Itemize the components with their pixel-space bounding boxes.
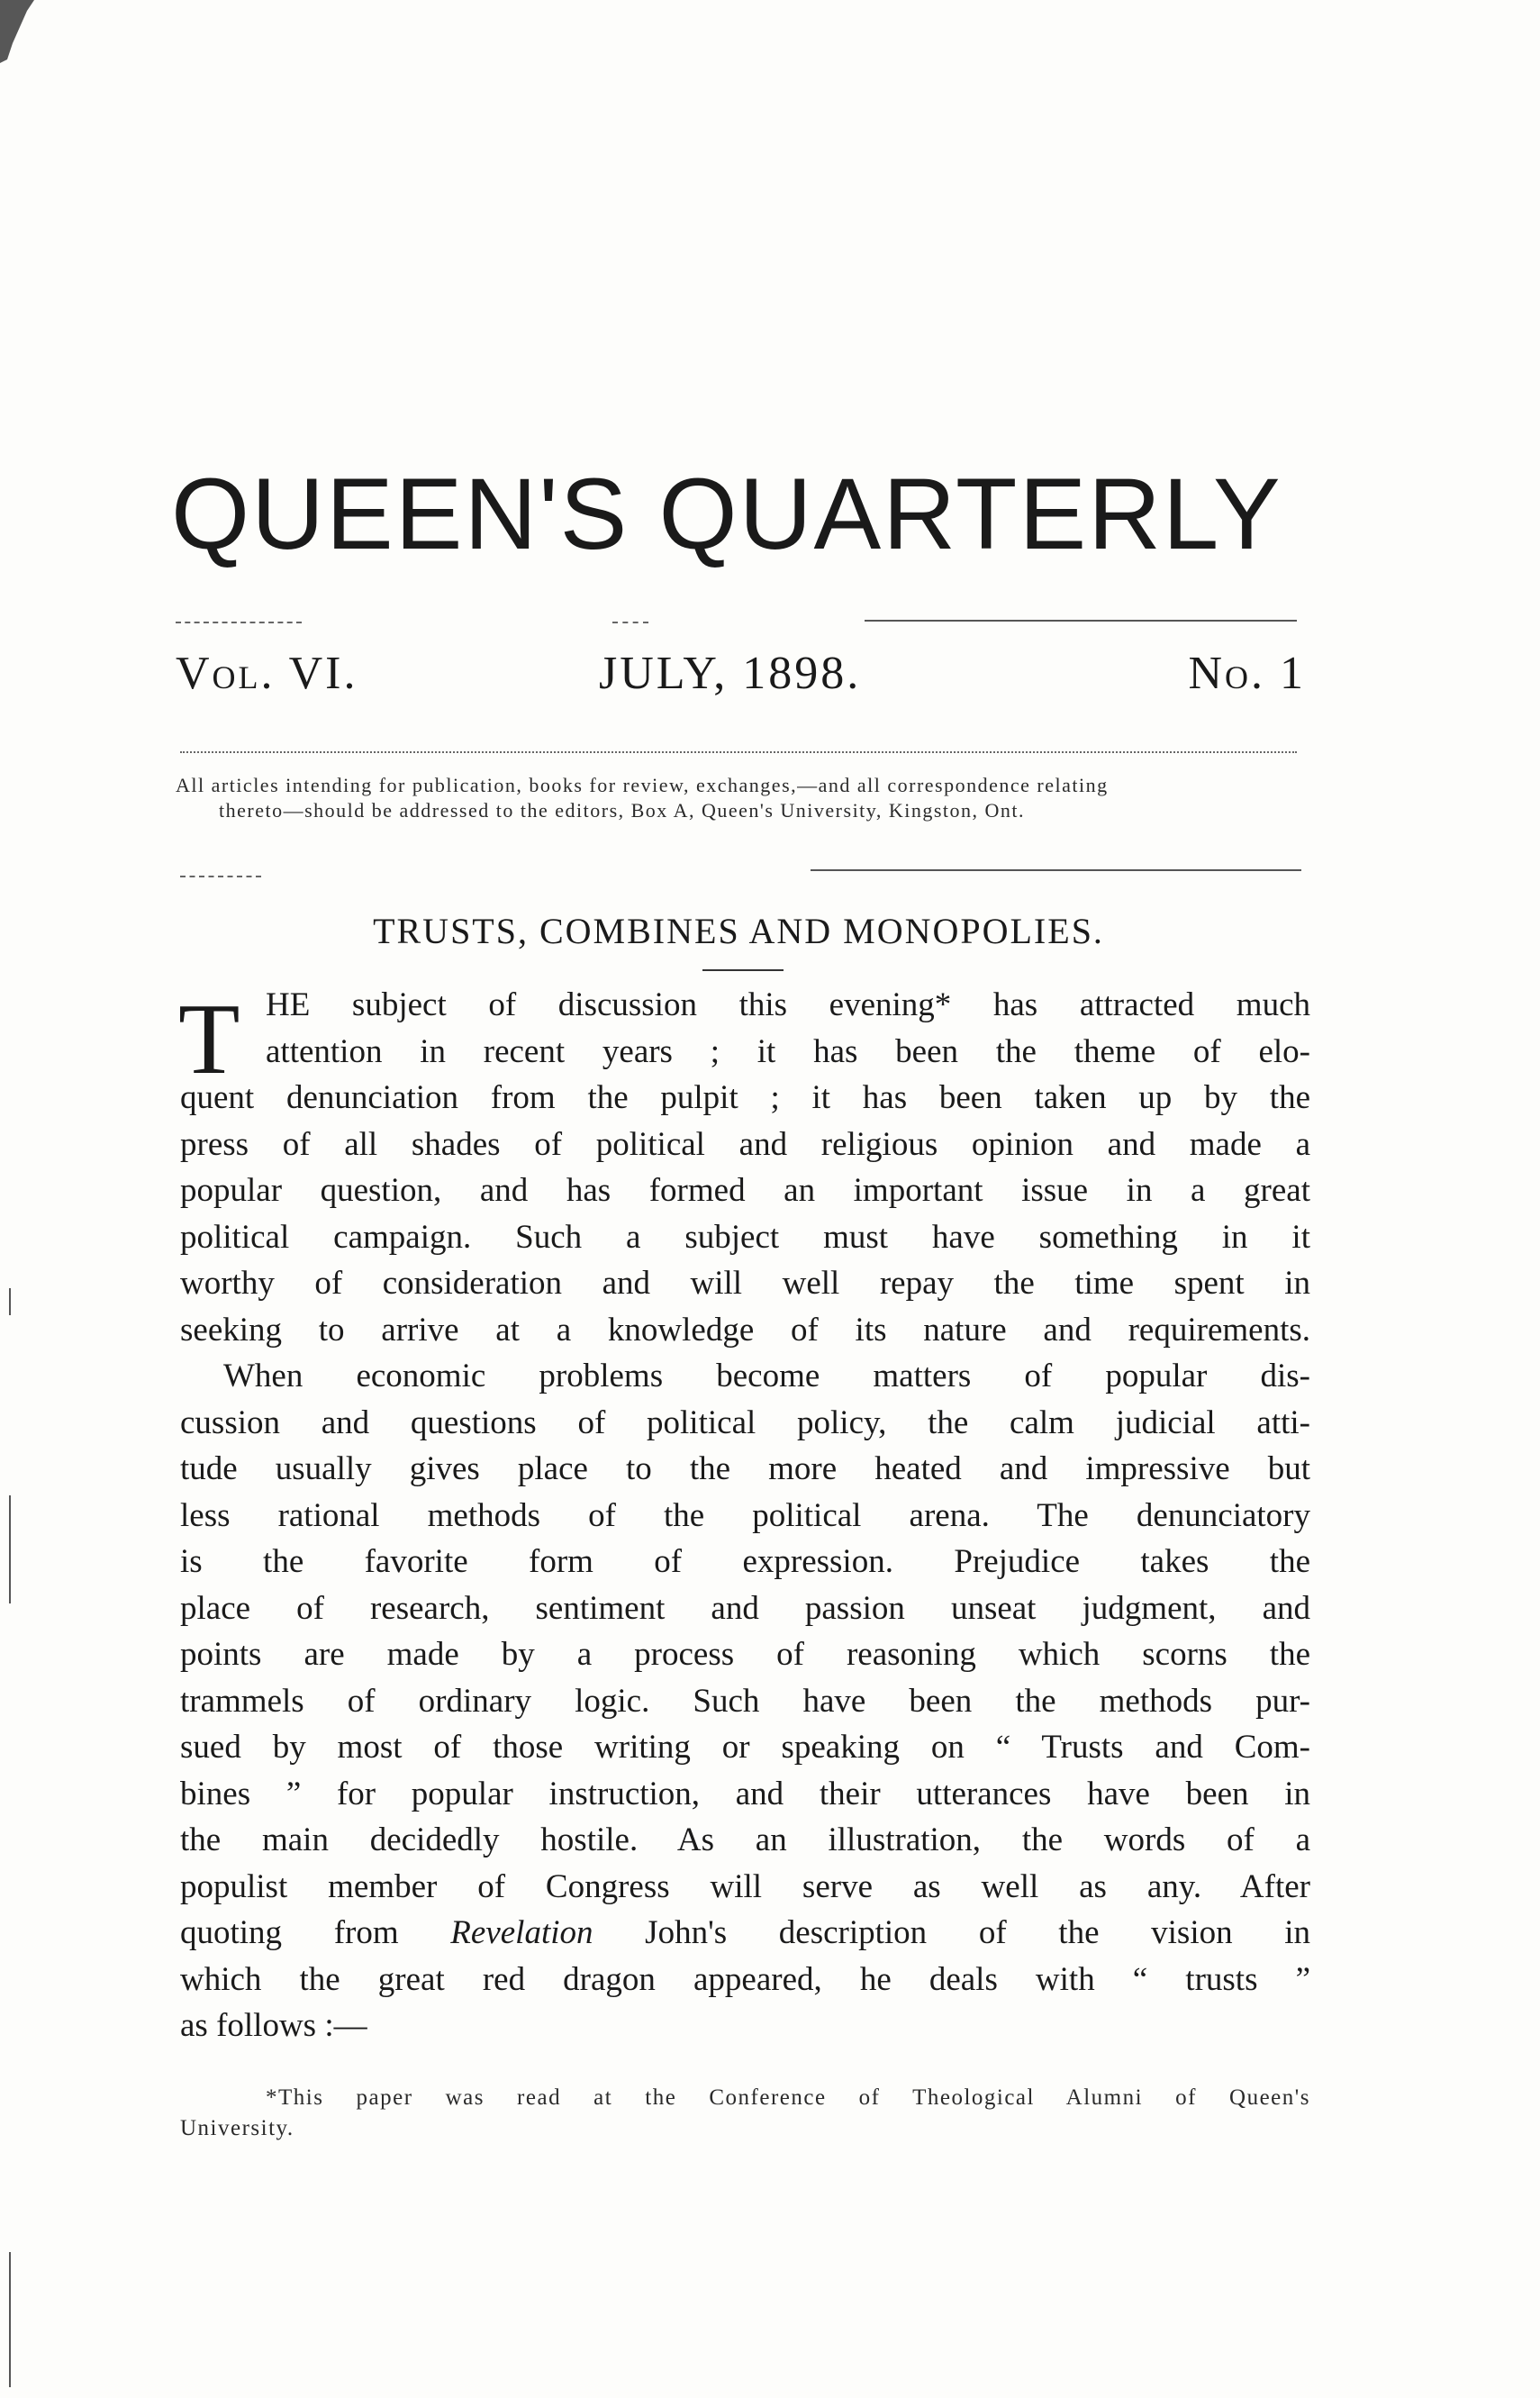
body-line: popular question, and has formed an important issue in a great [180,1172,1310,1209]
body-line: place of research, sentiment and passion unseat judgment, and [180,1589,1310,1627]
issue-line [176,647,1306,710]
body-text-fragment: quoting from [180,1914,399,1951]
body-line [180,1910,1310,1957]
edge-mark [9,1288,11,1315]
drop-cap: T [178,984,240,1095]
notice-line: All articles intending for publication, books for review, exchanges,—and all correspondence relating [176,774,1109,796]
footnote-line: University. [180,2116,294,2140]
issue-number: No. 1 [1188,648,1306,699]
body-line: sued by most of those writing or speaking on “ Trusts and Com- [180,1729,1310,1766]
divider-rule [180,876,261,877]
divider-rule [612,622,648,623]
divider-rule [811,869,1301,871]
body-line: seeking to arrive at a knowledge of its nature and requirements. [180,1311,1310,1349]
title-rule [702,969,784,971]
body-text-fragment: John's description of the vision in [645,1914,1311,1951]
body-line: points are made by a process of reasoning which scorns the [180,1636,1310,1673]
body-line: bines ” for popular instruction, and their utterances have been in [180,1775,1310,1812]
volume-label: Vol. VI. [176,648,358,699]
divider-rule [176,622,302,623]
body-line: populist member of Congress will serve as well as any. After [180,1867,1310,1905]
body-line: political campaign. Such a subject must have something in it [180,1218,1310,1256]
footnote [180,2083,1310,2144]
body-line: press of all shades of political and religious opinion and made a [180,1125,1310,1163]
body-line: attention in recent years ; it has been the theme of elo- [266,1032,1310,1070]
notice-line: thereto—should be addressed to the editors, Box A, Queen's University, Kingston, Ont. [219,799,1026,822]
body-line: less rational methods of the political arena. The denunciatory [180,1496,1310,1534]
issue-date: JULY, 1898. [599,648,862,699]
divider-rule [180,751,1297,753]
article-body [180,982,1310,2049]
body-line: tude usually gives place to the more heated and impressive but [180,1450,1310,1487]
body-line: as follows :— [180,2007,367,2044]
edge-mark [9,1495,11,1603]
corner-smudge [0,0,45,63]
italic-title: Revelation [450,1914,593,1951]
divider-rule [865,620,1297,622]
body-line: worthy of consideration and will well repay the time spent in [180,1265,1310,1302]
body-line: quent denunciation from the pulpit ; it has been taken up by the [180,1079,1310,1116]
editorial-notice [176,773,1310,823]
edge-mark [9,2252,11,2387]
footnote-line: *This paper was read at the Conference of Theological Alumni of Queen's [266,2085,1310,2110]
body-line: trammels of ordinary logic. Such have been the methods pur- [180,1682,1310,1720]
body-line: When economic problems become matters of popular dis- [223,1358,1310,1394]
body-line: is the favorite form of expression. Prejudice takes the [180,1543,1310,1580]
journal-title: QUEEN'S QUARTERLY [171,458,1282,570]
body-line: HE subject of discussion this evening* has attracted much [266,986,1310,1023]
body-line: cussion and questions of political policy, the calm judicial atti- [180,1403,1310,1441]
body-line: which the great red dragon appeared, he deals with “ trusts ” [180,1960,1310,1998]
article-title: TRUSTS, COMBINES AND MONOPOLIES. [373,911,1104,951]
body-line: the main decidedly hostile. As an illustration, the words of a [180,1821,1310,1858]
